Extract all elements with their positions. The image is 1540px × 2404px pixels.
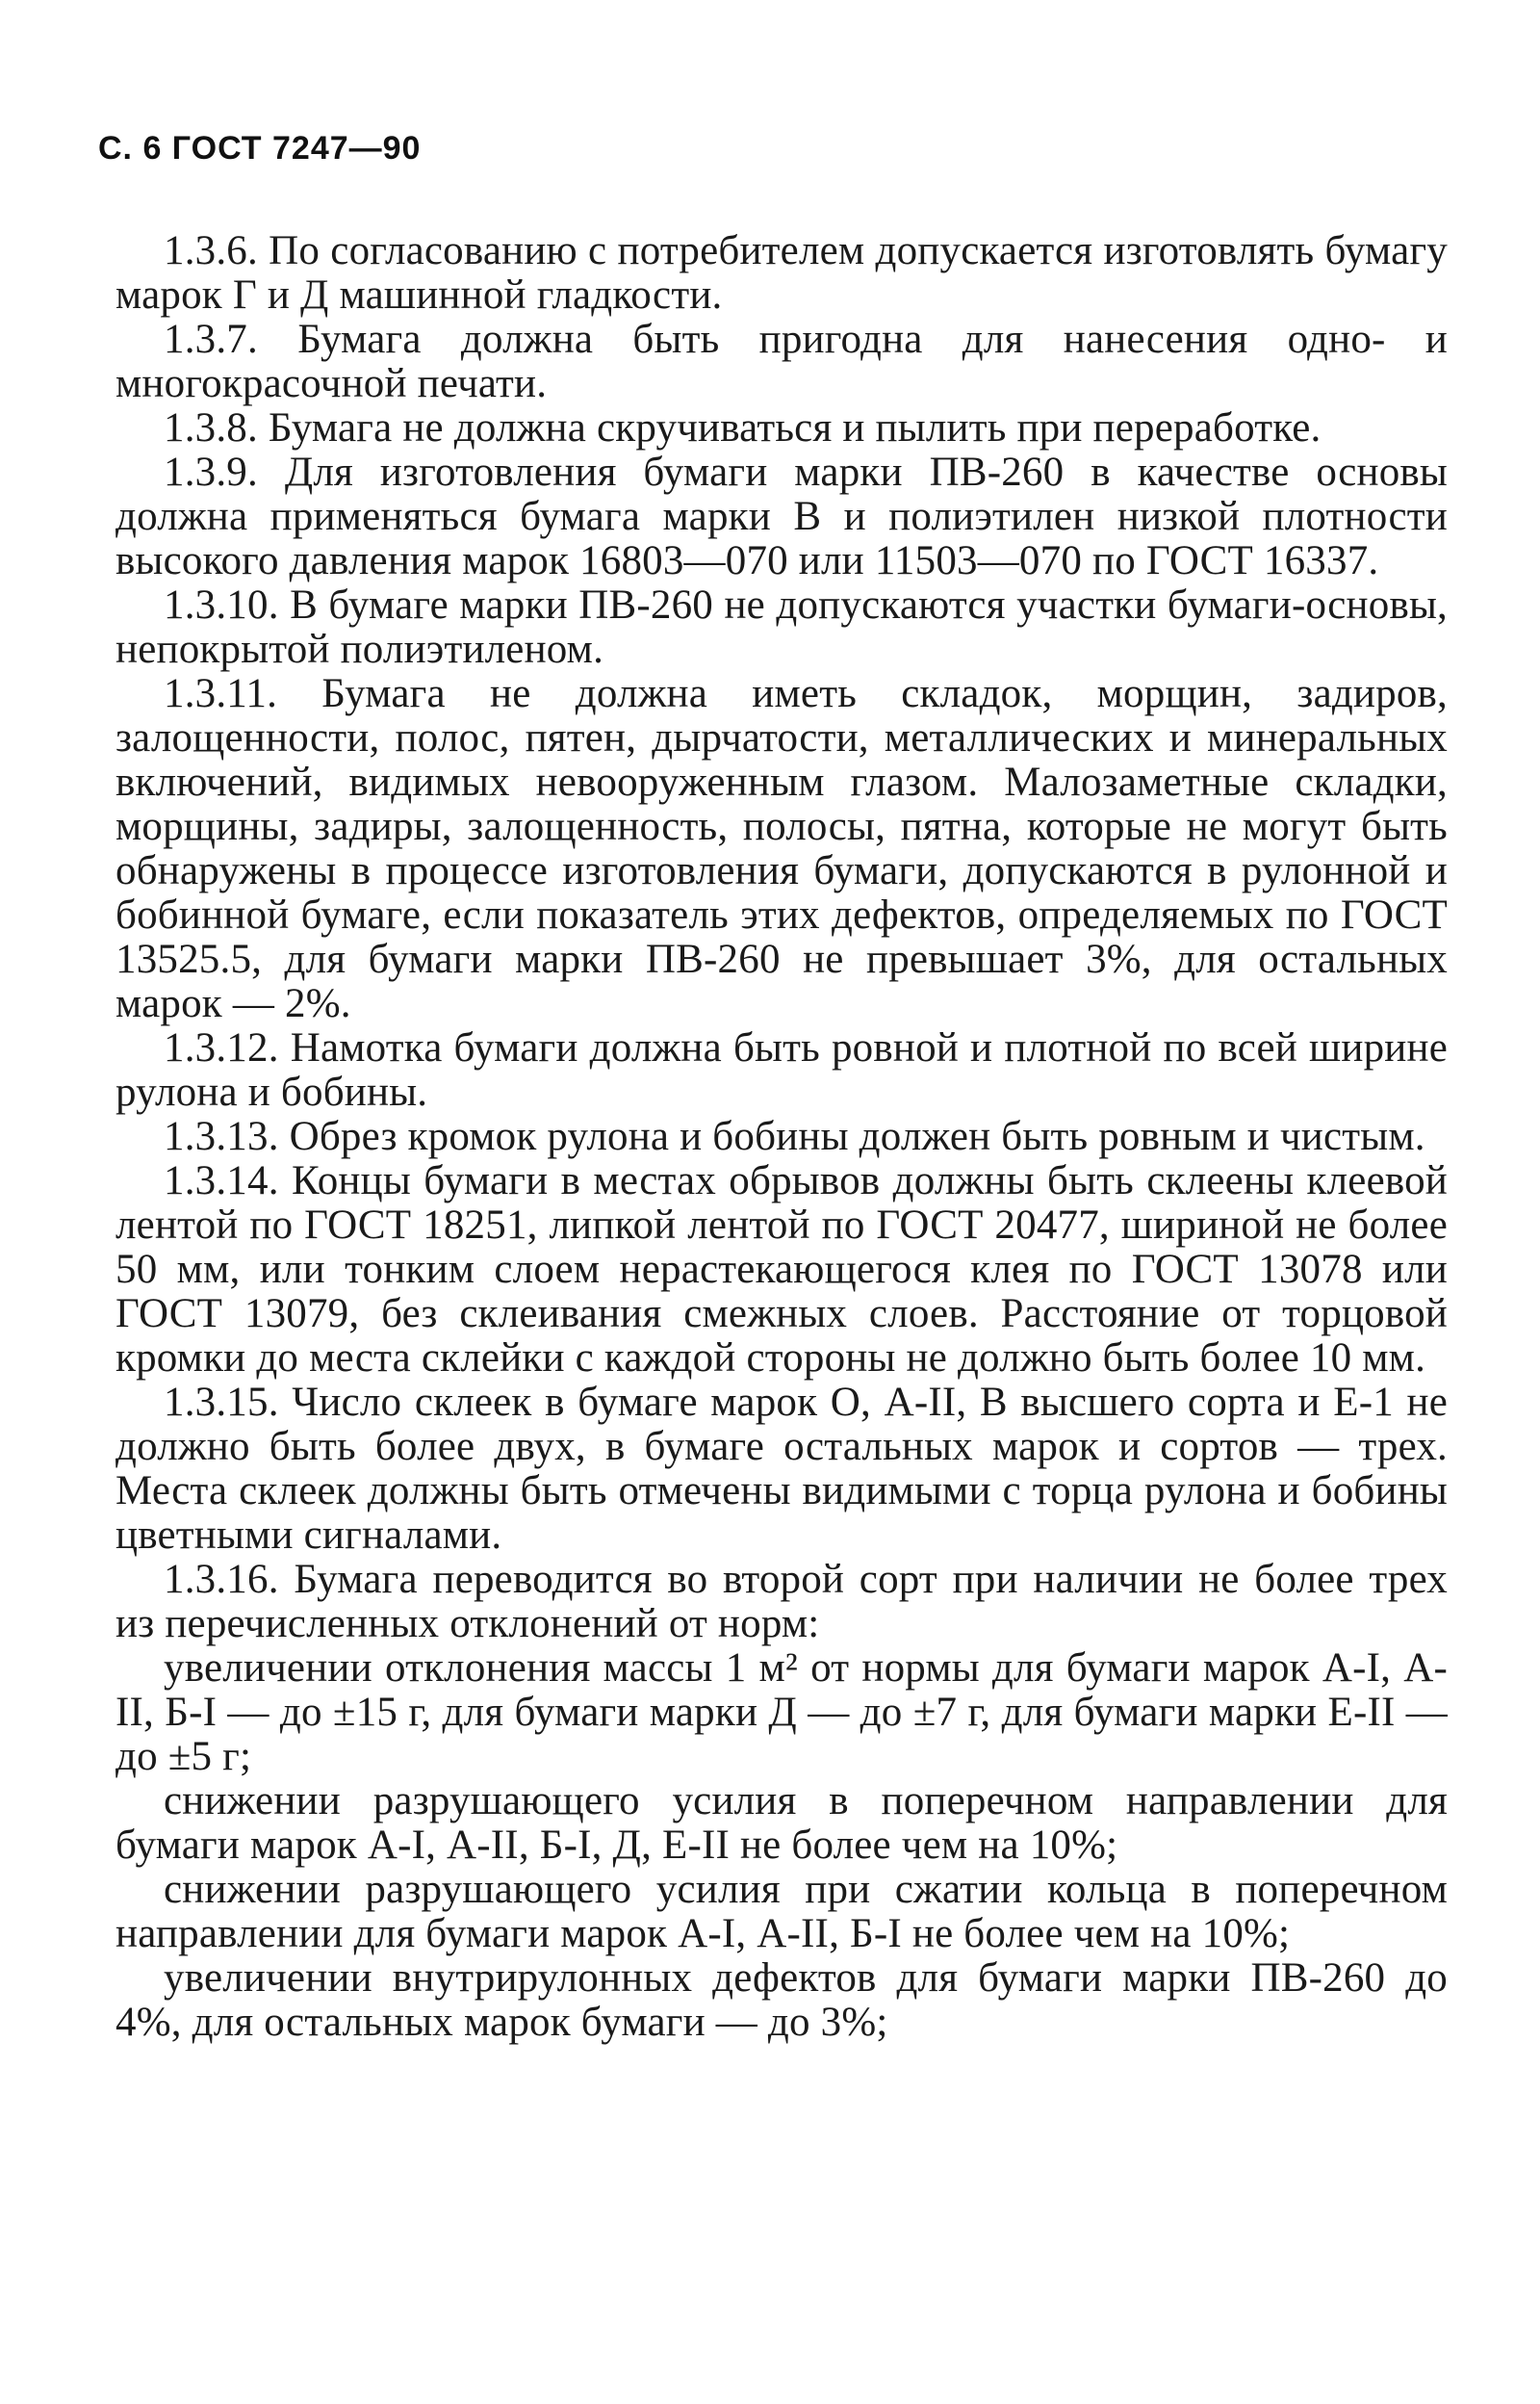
- paragraph-1-3-16: 1.3.16. Бумага переводится во второй сорт при наличии не более трех из перечисленных отклонений от норм:: [116, 1557, 1448, 1646]
- paragraph-1-3-13: 1.3.13. Обрез кромок рулона и бобины должен быть ровным и чистым.: [164, 1114, 1425, 1159]
- list-item-roll-defects: увеличении внутрирулонных дефектов для бумаги марки ПВ-260 до 4%, для остальных марок бумаги — до 3%;: [116, 1955, 1448, 2045]
- list-item-mass-deviation: увеличении отклонения массы 1 м² от нормы для бумаги марок А-I, А-II, Б-I — до ±15 г, для бумаги марки Д — до ±7 г, для бумаги марки Е-II — до ±5 г;: [116, 1645, 1448, 1779]
- paragraph-1-3-7: 1.3.7. Бумага должна быть пригодна для нанесения одно- и многокрасочной печати.: [116, 317, 1448, 406]
- paragraph-1-3-15: 1.3.15. Число склеек в бумаге марок О, А-II, В высшего сорта и Е-1 не должно быть более двух, в бумаге остальных марок и сортов — трех. Места склеек должны быть отмечены видимыми с торца рулона и бобины цветными сигналами.: [116, 1380, 1448, 1558]
- paragraph-1-3-12: 1.3.12. Намотка бумаги должна быть ровной и плотной по всей ширине рулона и бобины.: [116, 1025, 1448, 1115]
- document-body: [116, 229, 1448, 2045]
- paragraph-1-3-8: 1.3.8. Бумага не должна скручиваться и пылить при переработке.: [164, 405, 1322, 451]
- page-header: С. 6 ГОСТ 7247—90: [98, 130, 422, 167]
- paragraph-1-3-14: 1.3.14. Концы бумаги в местах обрывов должны быть склеены клеевой лентой по ГОСТ 18251, липкой лентой по ГОСТ 20477, шириной не более 50 мм, или тонким слоем нерастекающегося клея по ГОСТ 13078 или ГОСТ 13079, без склеивания смежных слоев. Расстояние от торцовой кромки до места склейки с каждой стороны не должно быть более 10 мм.: [116, 1158, 1448, 1381]
- paragraph-1-3-6: 1.3.6. По согласованию с потребителем допускается изготовлять бумагу марок Г и Д машинной гладкости.: [116, 228, 1448, 318]
- paragraph-1-3-10: 1.3.10. В бумаге марки ПВ-260 не допускаются участки бумаги-основы, непокрытой полиэтиленом.: [116, 582, 1448, 672]
- paragraph-1-3-11: 1.3.11. Бумага не должна иметь складок, морщин, задиров, залощенности, полос, пятен, дырчатости, металлических и минеральных включений, видимых невооруженным глазом. Малозаметные складки, морщины, задиры, залощенность, полосы, пятна, которые не могут быть обнаружены в процессе изготовления бумаги, допускаются в рулонной и бобинной бумаге, если показатель этих дефектов, определяемых по ГОСТ 13525.5, для бумаги марки ПВ-260 не превышает 3%, для остальных марок — 2%.: [116, 671, 1448, 1026]
- paragraph-1-3-9: 1.3.9. Для изготовления бумаги марки ПВ-260 в качестве основы должна применяться бумага марки В и полиэтилен низкой плотности высокого давления марок 16803—070 или 11503—070 по ГОСТ 16337.: [116, 450, 1448, 583]
- list-item-ring-crush: снижении разрушающего усилия при сжатии кольца в поперечном направлении для бумаги марок А-I, А-II, Б-I не более чем на 10%;: [116, 1867, 1448, 1956]
- list-item-transverse-strength: снижении разрушающего усилия в поперечном направлении для бумаги марок А-I, А-II, Б-I, Д, Е-II не более чем на 10%;: [116, 1778, 1448, 1868]
